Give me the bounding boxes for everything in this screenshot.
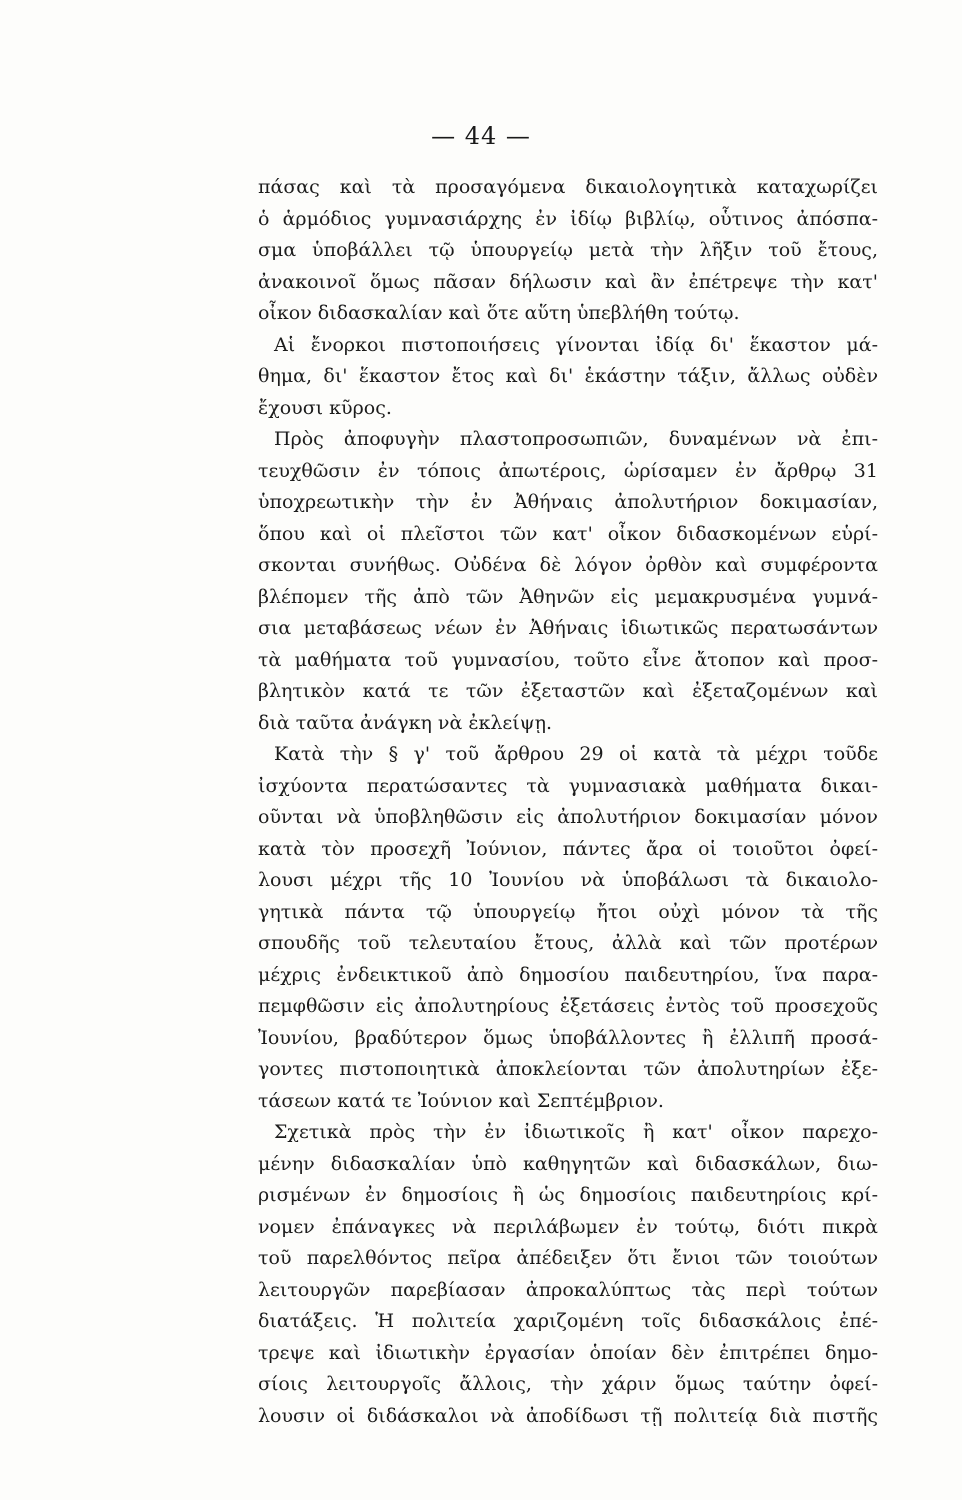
text-line: τὰ μαθήματα τοῦ γυμνασίου, τοῦτο εἶνε ἄτοπον καὶ προσ- (258, 648, 878, 671)
text-line: πεμφθῶσιν εἰς ἀπολυτηρίους ἐξετάσεις ἐντὸς τοῦ προσεχοῦς (258, 995, 878, 1017)
text-line: τάσεων κατά τε Ἰούνιον καὶ Σεπτέμβριον. (258, 1089, 664, 1112)
text-line: γοντες πιστοποιητικὰ ἀποκλείονται τῶν ἀπολυτηρίων ἐξε- (258, 1058, 878, 1080)
text-line: ἀνακοινοῖ ὅμως πᾶσαν δήλωσιν καὶ ἂν ἐπέτρεψε τὴν κατ' (258, 270, 878, 293)
text-line: γητικὰ πάντα τῷ ὑπουργείῳ ἤτοι οὐχὶ μόνον τὰ τῆς (258, 900, 878, 923)
text-line: κατὰ τὸν προσεχῆ Ἰούνιον, πάντες ἄρα οἱ τοιοῦτοι ὀφεί- (258, 837, 878, 860)
text-line: βλητικὸν κατά τε τῶν ἐξεταστῶν καὶ ἐξεταζομένων καὶ (258, 680, 878, 702)
text-line: σμα ὑποβάλλει τῷ ὑπουργείῳ μετὰ τὴν λῆξιν τοῦ ἔτους, (258, 239, 878, 261)
text-line: μένην διδασκαλίαν ὑπὸ καθηγητῶν καὶ διδασκάλων, διω- (258, 1152, 878, 1175)
text-line: ἔχουσι κῦρος. (258, 396, 392, 419)
text-line: λουσι μέχρι τῆς 10 Ἰουνίου νὰ ὑποβάλωσι τὰ δικαιολο- (258, 869, 878, 891)
text-line: σια μεταβάσεως νέων ἐν Ἀθήναις ἰδιωτικῶς περατωσάντων (258, 617, 878, 639)
text-line: ρισμένων ἐν δημοσίοις ἢ ὡς δημοσίοις παιδευτηρίοις κρί- (258, 1184, 878, 1206)
text-line: μέχρις ἐνδεικτικοῦ ἀπὸ δημοσίου παιδευτηρίου, ἵνα παρα- (258, 963, 878, 986)
text-line: διὰ ταῦτα ἀνάγκη νὰ ἐκλείψῃ. (258, 711, 553, 734)
text-line: Αἱ ἔνορκοι πιστοποιήσεις γίνονται ἰδίᾳ δι' ἕκαστον μά- (274, 333, 878, 356)
text-line: οἶκον διδασκαλίαν καὶ ὅτε αὕτη ὑπεβλήθη τούτῳ. (258, 302, 740, 324)
body-text (258, 172, 878, 1432)
text-line: Πρὸς ἀποφυγὴν πλαστοπροσωπιῶν, δυναμένων νὰ ἐπι- (274, 428, 878, 450)
text-line: τευχθῶσιν ἐν τόποις ἀπωτέροις, ὡρίσαμεν ἐν ἄρθρῳ 31 (258, 459, 878, 482)
text-line: ὑποχρεωτικὴν τὴν ἐν Ἀθήναις ἀπολυτήριον δοκιμασίαν, (258, 491, 878, 513)
text-line: διατάξεις. Ἡ πολιτεία χαριζομένη τοῖς διδασκάλοις ἐπέ- (258, 1310, 878, 1332)
text-line: Κατὰ τὴν § γ' τοῦ ἄρθρου 29 οἱ κατὰ τὰ μέχρι τοῦδε (274, 743, 878, 765)
text-line: ἰσχύοντα περατώσαντες τὰ γυμνασιακὰ μαθήματα δικαι- (258, 774, 878, 797)
text-line: σκονται συνήθως. Οὐδένα δὲ λόγον ὀρθὸν καὶ συμφέροντα (258, 554, 878, 576)
text-line: Ἰουνίου, βραδύτερον ὅμως ὑποβάλλοντες ἢ ἐλλιπῆ προσά- (258, 1026, 878, 1049)
text-line: σπουδῆς τοῦ τελευταίου ἔτους, ἀλλὰ καὶ τῶν προτέρων (258, 932, 878, 954)
text-line: τρεψε καὶ ἰδιωτικὴν ἐργασίαν ὁποίαν δὲν ἐπιτρέπει δημο- (258, 1341, 878, 1364)
text-line: πάσας καὶ τὰ προσαγόμενα δικαιολογητικὰ καταχωρίζει (258, 176, 878, 198)
text-line: οῦνται νὰ ὑποβληθῶσιν εἰς ἀπολυτήριον δοκιμασίαν μόνον (258, 806, 878, 828)
page-number: — 44 — (431, 122, 531, 150)
text-line: ὅπου καὶ οἱ πλεῖστοι τῶν κατ' οἶκον διδασκομένων εὑρί- (258, 522, 878, 545)
text-line: νομεν ἐπάναγκες νὰ περιλάβωμεν ἐν τούτῳ, διότι πικρὰ (258, 1215, 878, 1238)
text-line: τοῦ παρελθόντος πεῖρα ἀπέδειξεν ὅτι ἔνιοι τῶν τοιούτων (258, 1247, 878, 1269)
text-line: σίοις λειτουργοῖς ἄλλοις, τὴν χάριν ὅμως ταύτην ὀφεί- (258, 1373, 878, 1395)
text-line: βλέπομεν τῆς ἀπὸ τῶν Ἀθηνῶν εἰς μεμακρυσμένα γυμνά- (258, 585, 878, 608)
text-line: Σχετικὰ πρὸς τὴν ἐν ἰδιωτικοῖς ἢ κατ' οἶκον παρεχο- (274, 1121, 878, 1143)
text-line: λειτουργῶν παρεβίασαν ἀπροκαλύπτως τὰς περὶ τούτων (258, 1278, 878, 1301)
text-line: ὁ ἁρμόδιος γυμνασιάρχης ἐν ἰδίῳ βιβλίῳ, οὗτινος ἀπόσπα- (258, 207, 878, 230)
text-line: λουσιν οἱ διδάσκαλοι νὰ ἀποδίδωσι τῇ πολιτείᾳ διὰ πιστῆς (258, 1404, 878, 1427)
text-line: θημα, δι' ἕκαστον ἔτος καὶ δι' ἑκάστην τάξιν, ἄλλως οὐδὲν (258, 365, 878, 387)
